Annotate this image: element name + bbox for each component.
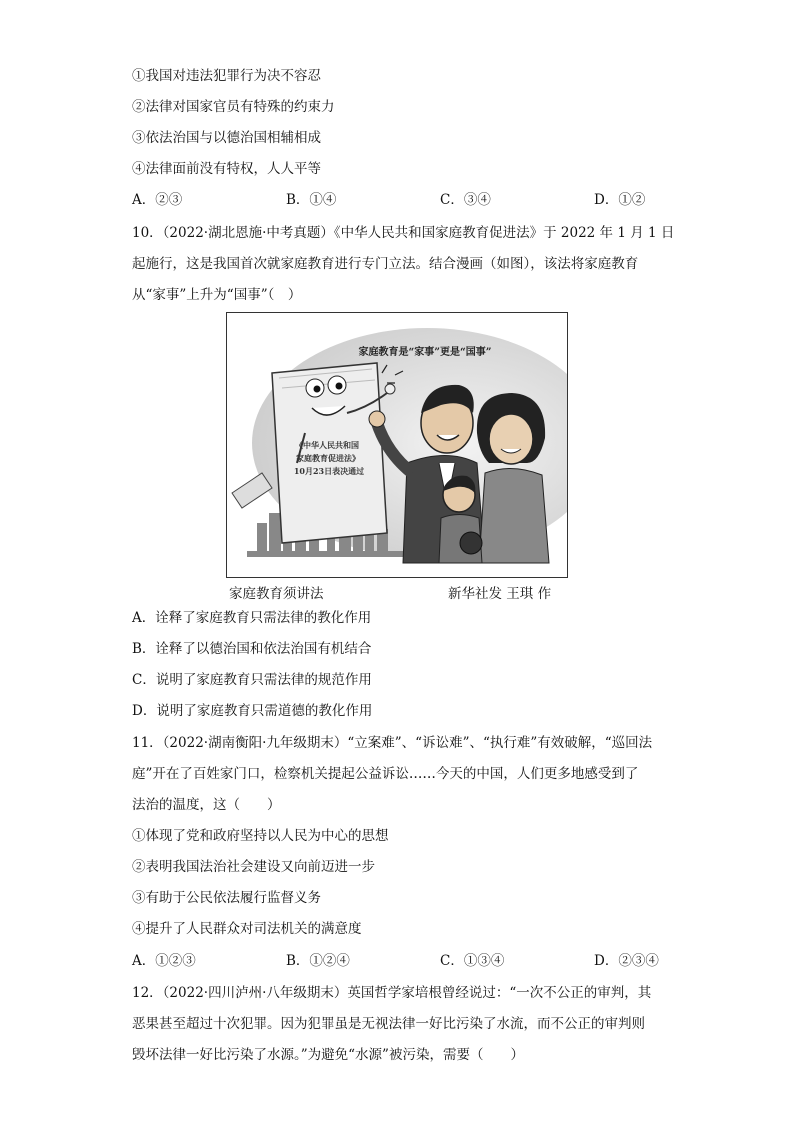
q11-option-c: C．①③④ bbox=[440, 953, 505, 969]
cartoon-caption-right: 新华社发 王琪 作 bbox=[448, 586, 552, 602]
q9-option-c: C．③④ bbox=[440, 192, 491, 208]
cartoon-illustration bbox=[226, 312, 568, 578]
law-book-character bbox=[272, 363, 395, 543]
q9-statement-1: ①我国对违法犯罪行为决不容忍 bbox=[132, 68, 321, 84]
q11-statement-2: ②表明我国法治社会建设又向前迈进一步 bbox=[132, 859, 375, 875]
q9-statement-3: ③依法治国与以德治国相辅相成 bbox=[132, 130, 321, 146]
q11-statement-3: ③有助于公民依法履行监督义务 bbox=[132, 890, 321, 906]
cartoon-caption-left: 家庭教育须讲法 bbox=[229, 586, 324, 602]
q11-option-a: A．①②③ bbox=[132, 953, 196, 969]
q9-option-d: D．①② bbox=[594, 192, 646, 208]
q10-option-a: A．诠释了家庭教育只需法律的教化作用 bbox=[132, 610, 372, 626]
q10-option-d: D．说明了家庭教育只需道德的教化作用 bbox=[132, 703, 373, 719]
book-title-line-1: 《中华人民共和国 bbox=[295, 440, 359, 450]
q12-stem-line-3: 毁坏法律一好比污染了水源。”为避免“水源”被污染，需要（ ） bbox=[132, 1047, 524, 1063]
q9-statement-2: ②法律对国家官员有特殊的约束力 bbox=[132, 99, 335, 115]
q9-statement-4: ④法律面前没有特权，人人平等 bbox=[132, 161, 321, 177]
ball bbox=[460, 532, 482, 554]
book-title-line-2: 家庭教育促进法》 bbox=[296, 453, 360, 463]
q11-statement-1: ①体现了党和政府坚持以人民为中心的思想 bbox=[132, 828, 389, 844]
q9-option-b: B．①④ bbox=[286, 192, 337, 208]
q11-stem-line-1: 11．（2022·湖南衡阳·九年级期末）“立案难”、“诉讼难”、“执行难”有效破解，“巡回法 bbox=[132, 735, 653, 751]
q11-stem-line-3: 法治的温度，这（ ） bbox=[132, 797, 281, 813]
q11-stem-line-2: 庭”开在了百姓家门口，检察机关提起公益诉讼……今天的中国，人们更多地感受到了 bbox=[132, 766, 639, 782]
cartoon-banner: 家庭教育是“家事”更是“国事” bbox=[358, 347, 492, 358]
q10-option-b: B．诠释了以德治国和依法治国有机结合 bbox=[132, 641, 372, 657]
q11-statement-4: ④提升了人民群众对司法机关的满意度 bbox=[132, 921, 362, 937]
q12-stem-line-2: 恶果甚至超过十次犯罪。因为犯罪虽是无视法律一好比污染了水流，而不公正的审判则 bbox=[132, 1016, 645, 1032]
q12-stem-line-1: 12．（2022·四川泸州·八年级期末）英国哲学家培根曾经说过：“一次不公正的审判，其 bbox=[132, 985, 652, 1001]
q11-option-d: D．②③④ bbox=[594, 953, 659, 969]
q10-stem-line-2: 起施行，这是我国首次就家庭教育进行专门立法。结合漫画（如图），该法将家庭教育 bbox=[132, 256, 639, 272]
q11-option-b: B．①②④ bbox=[286, 953, 350, 969]
q10-option-c: C．说明了家庭教育只需法律的规范作用 bbox=[132, 672, 372, 688]
q9-option-a: A．②③ bbox=[132, 192, 183, 208]
q10-stem-line-1: 10．（2022·湖北恩施·中考真题）《中华人民共和国家庭教育促进法》于 2022 年 1 月 1 日 bbox=[132, 225, 675, 241]
cartoon-drawing bbox=[227, 313, 568, 578]
book-title-line-3: 10月23日表决通过 bbox=[293, 466, 365, 476]
mother-figure bbox=[477, 393, 549, 563]
q10-stem-line-3: 从“家事”上升为“国事”（ ） bbox=[132, 287, 302, 303]
